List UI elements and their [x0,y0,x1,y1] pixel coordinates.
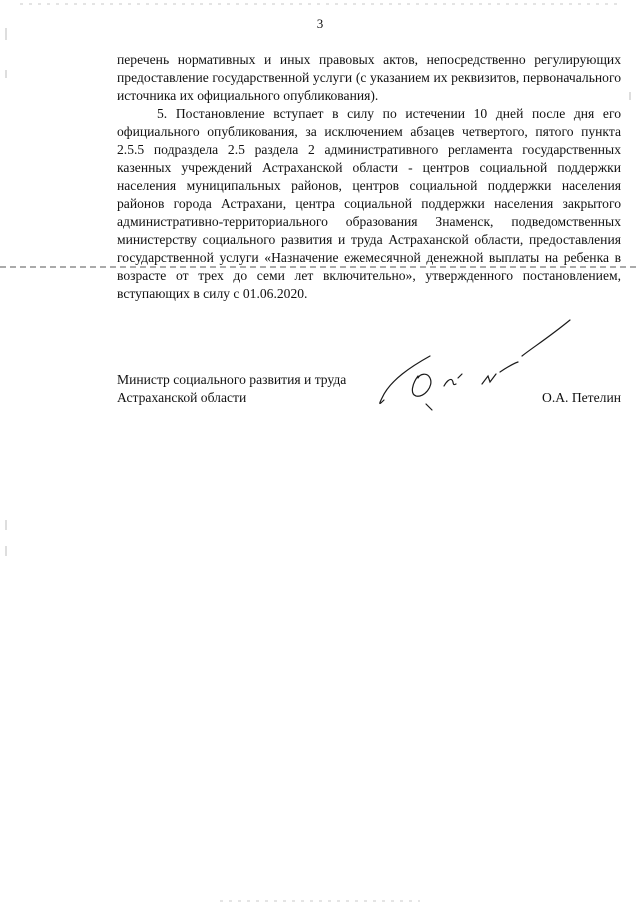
signatory-position [117,371,346,407]
paragraph-effective-date: 5. Постановление вступает в силу по истечении 10 дней после дня его официального опубликования, за исключением абзацев четвертого, пятого пункта 2.5.5 подраздела 2.5 раздела 2 административного регламента государственных казенных учреждений Астраханской области - центров социальной поддержки населения муниципальных районов, центров социальной поддержки населения районов города Астрахани, центра социальной поддержки населения закрытого административно-территориального образования Знаменск, подведомственных министерству социального развития и труда Астраханской области, предоставления государственной услуги «Назначение ежемесячной денежной выплаты на ребенка в возрасте от трех до семи лет включительно», утвержденного постановлением, вступающих в силу с 01.06.2020. [117,106,621,301]
page-number: 3 [316,16,324,31]
signatory-position-line2: Астраханской области [117,390,247,405]
paragraph-list-continuation: перечень нормативных и иных правовых актов, непосредственно регулирующих предоставление государственной услуги (с указанием их реквизитов, первоначального источника их официального опубликования). [117,52,621,103]
signatory-name: О.А. Петелин [542,390,621,405]
signatory-position-line1: Министр социального развития и труда [117,372,347,387]
scan-dash-line [0,264,640,270]
